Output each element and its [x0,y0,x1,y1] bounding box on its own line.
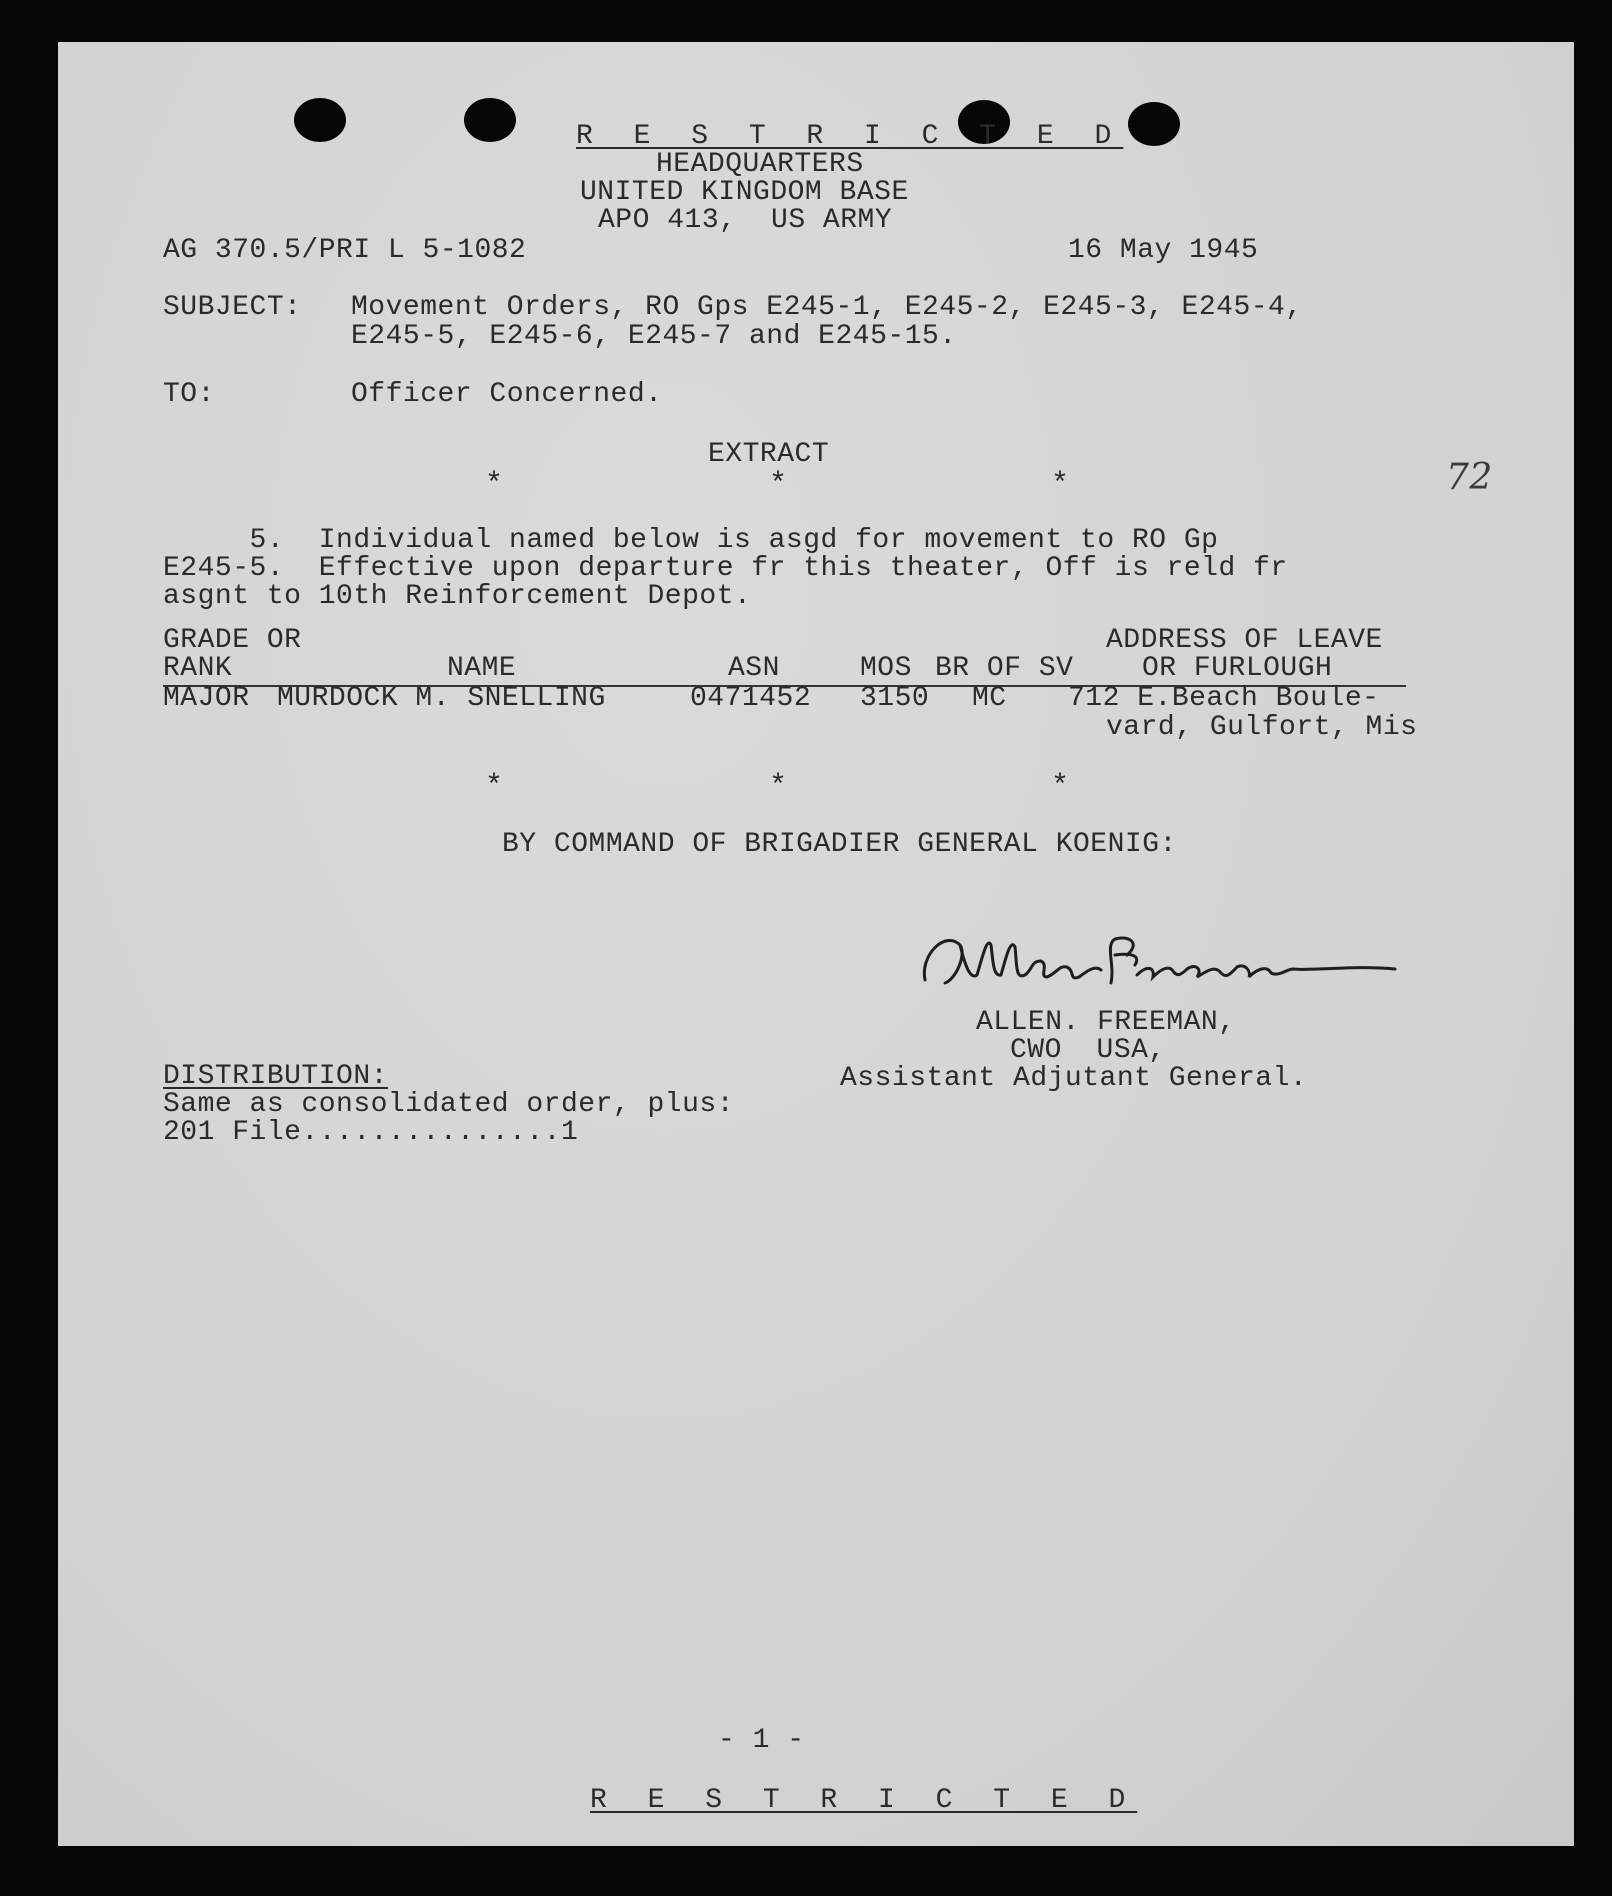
cell-asn: 0471452 [690,683,812,714]
cell-address-2: vard, Gulfort, Mis [1106,712,1418,743]
header-address-1: ADDRESS OF LEAVE [1106,625,1383,656]
asterisk: * [1051,770,1070,804]
signer-rank: CWO USA, [1010,1035,1166,1066]
classification-header: R E S T R I C T E D [576,121,1124,152]
header-asn: ASN [728,653,780,684]
subject-line-1: Movement Orders, RO Gps E245-1, E245-2, E245-3, E245-4, [351,292,1303,323]
signer-name: ALLEN. FREEMAN, [976,1007,1236,1038]
cell-grade: MAJOR [163,683,250,714]
header-branch: BR OF SV [935,653,1074,684]
org-line-1: HEADQUARTERS [656,149,864,180]
distribution-line-1: Same as consolidated order, plus: [163,1089,734,1120]
punch-hole [294,98,346,142]
asterisk: * [1051,468,1070,502]
header-address-2: OR FURLOUGH [1142,653,1333,684]
to-value: Officer Concerned. [351,379,663,410]
paragraph-line-2: E245-5. Effective upon departure fr this theater, Off is reld fr [163,553,1288,584]
asterisk: * [769,770,788,804]
paragraph-line-3: asgnt to 10th Reinforcement Depot. [163,581,752,612]
org-line-3: APO 413, US ARMY [598,205,893,236]
classification-footer: R E S T R I C T E D [590,1785,1138,1816]
handwritten-signature [915,925,1405,1005]
cell-branch: MC [972,683,1007,714]
document-date: 16 May 1945 [1068,235,1259,266]
distribution-line-2: 201 File...............1 [163,1117,579,1148]
command-line: BY COMMAND OF BRIGADIER GENERAL KOENIG: [502,829,1177,860]
paragraph-line-1: 5. Individual named below is asgd for movement to RO Gp [163,525,1219,556]
file-number: AG 370.5/PRI L 5-1082 [163,235,527,266]
extract-title: EXTRACT [708,439,830,470]
subject-label: SUBJECT: [163,292,302,323]
org-line-2: UNITED KINGDOM BASE [580,177,909,208]
subject-line-2: E245-5, E245-6, E245-7 and E245-15. [351,321,957,352]
header-mos: MOS [860,653,912,684]
margin-number: 72 [1446,457,1493,498]
punch-hole [464,98,516,142]
asterisk: * [769,468,788,502]
page-number: - 1 - [718,1725,805,1756]
cell-address-1: 712 E.Beach Boule- [1068,683,1380,714]
asterisk: * [485,468,504,502]
signer-title: Assistant Adjutant General. [840,1063,1308,1094]
header-grade-1: GRADE OR [163,625,302,656]
distribution-label: DISTRIBUTION: [163,1061,388,1092]
header-name: NAME [447,653,517,684]
cell-name: MURDOCK M. SNELLING [277,683,606,714]
asterisk: * [485,770,504,804]
header-grade-2: RANK [163,653,233,684]
cell-mos: 3150 [860,683,930,714]
punch-hole [1128,102,1180,146]
to-label: TO: [163,379,215,410]
